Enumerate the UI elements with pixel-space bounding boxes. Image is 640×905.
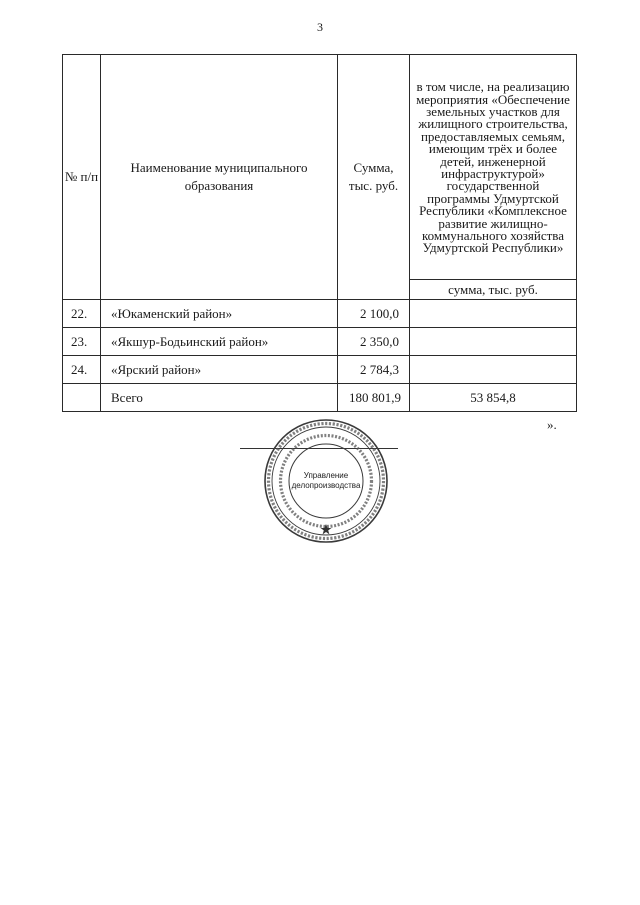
row-sum: 2 100,0 [338, 300, 410, 328]
row-name: «Якшур-Бодьинский район» [101, 328, 338, 356]
header-num: № п/п [63, 55, 101, 300]
seal-text-line1: Управление [303, 471, 349, 480]
header-sum: Сумма, тыс. руб. [338, 55, 410, 300]
row-num: 22. [63, 300, 101, 328]
row-including [410, 356, 577, 384]
official-seal-stamp [263, 418, 389, 544]
page-number: 3 [317, 20, 323, 34]
seal-text-line2: делопроизводства [291, 481, 361, 490]
row-num: 23. [63, 328, 101, 356]
row-sum: 2 350,0 [338, 328, 410, 356]
header-including: в том числе, на реализацию мероприятия «Обеспечение земельных участков для жилищного строительства, предоставляемых семьям, имеющим трёх и более детей, инженерной инфраструктурой» государственной программы Удмуртской Республики «Комплексное развитие жилищно-коммунального хозяйства Удмуртской Республики» [410, 55, 577, 280]
row-name: «Юкаменский район» [101, 300, 338, 328]
table-row [63, 328, 577, 356]
budget-table [62, 54, 577, 412]
total-including: 53 854,8 [410, 384, 577, 412]
header-including-sub: сумма, тыс. руб. [410, 280, 577, 300]
row-including [410, 300, 577, 328]
row-including [410, 328, 577, 356]
closing-quote-mark: ». [547, 417, 557, 432]
row-num: 24. [63, 356, 101, 384]
row-sum: 2 784,3 [338, 356, 410, 384]
table-total-row [63, 384, 577, 412]
table-row [63, 300, 577, 328]
total-sum: 180 801,9 [338, 384, 410, 412]
total-num [63, 384, 101, 412]
header-name: Наименование муниципального образования [101, 55, 338, 300]
row-name: «Ярский район» [101, 356, 338, 384]
table-header-row [63, 55, 577, 280]
table-row [63, 356, 577, 384]
total-label: Всего [101, 384, 338, 412]
